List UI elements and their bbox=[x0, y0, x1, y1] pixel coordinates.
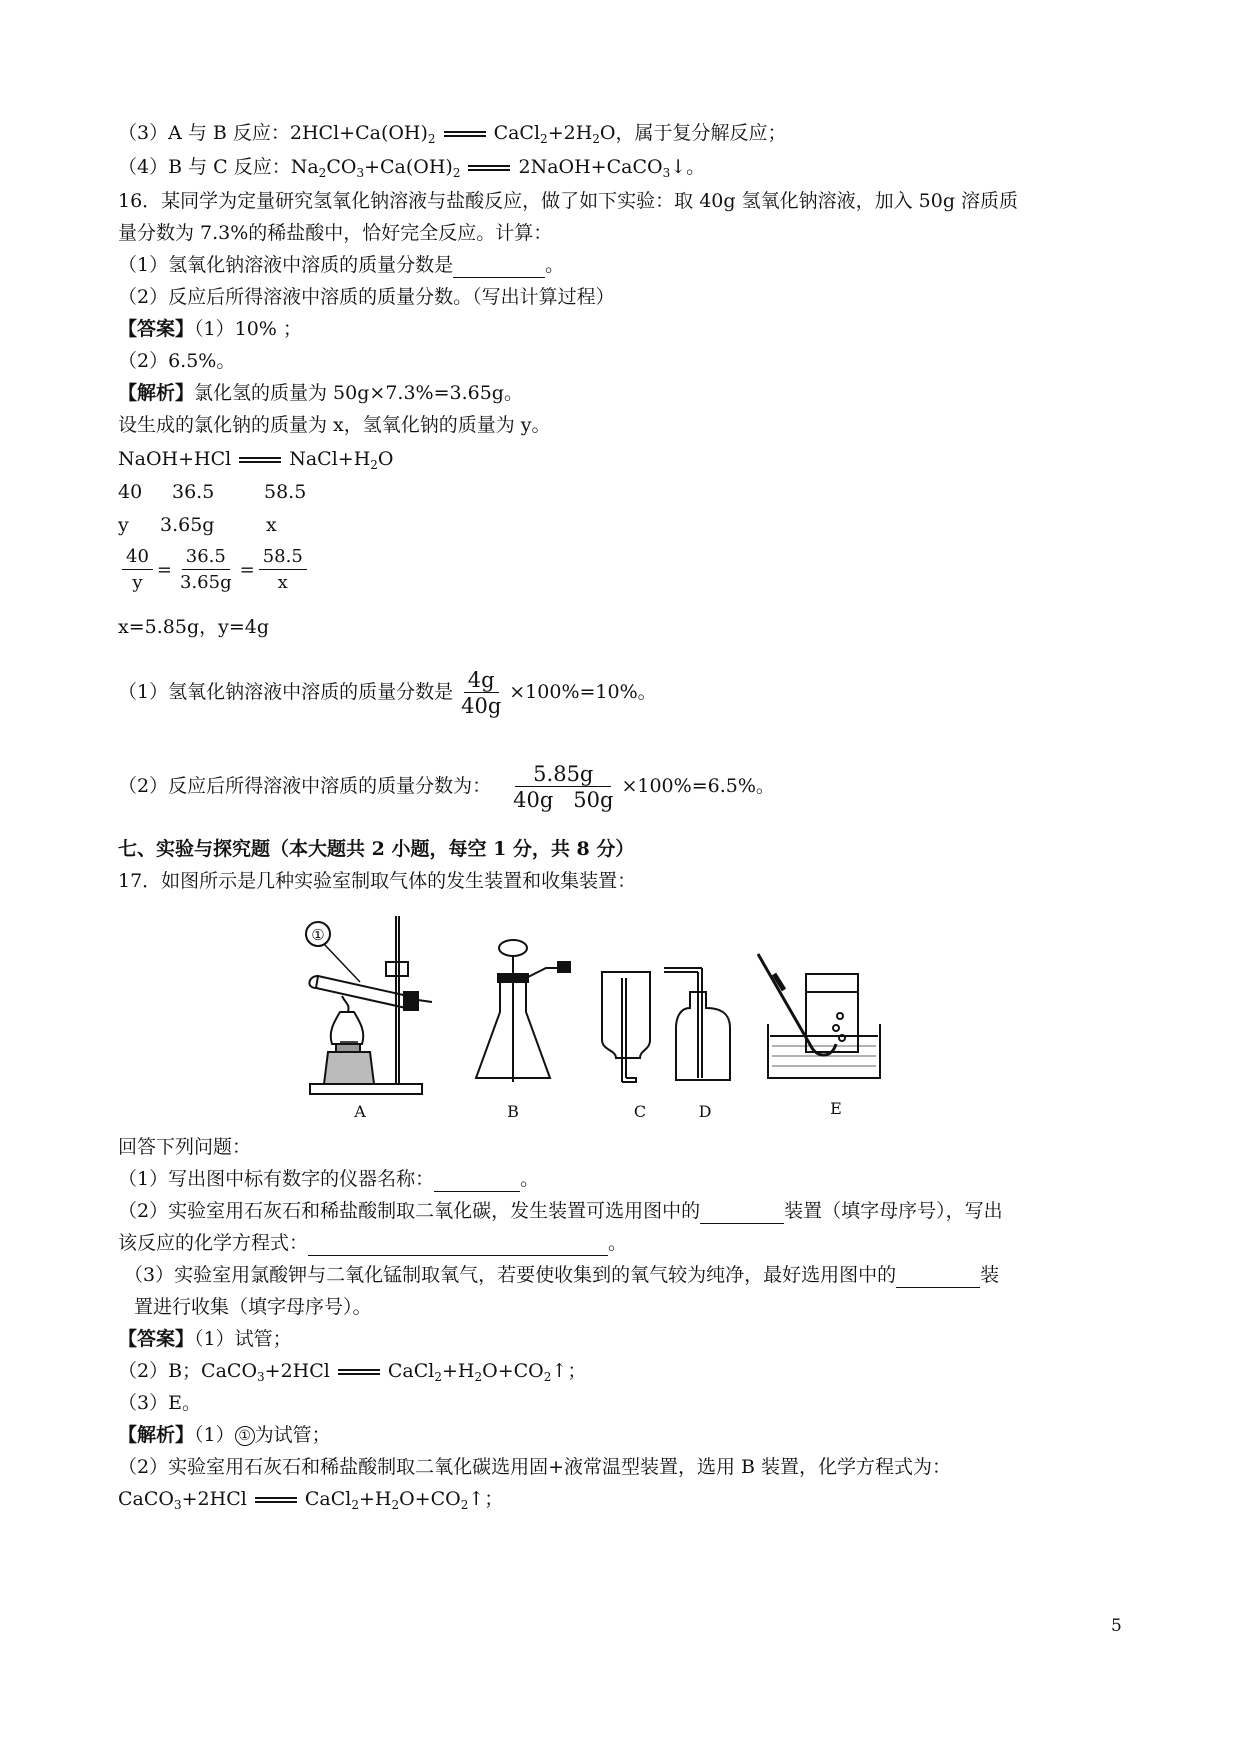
fraction: $\frac{36.5}{3.65g}$ bbox=[180, 546, 232, 593]
apparatus-circle-number: ① bbox=[311, 926, 325, 944]
figure-label-d: D bbox=[698, 1102, 712, 1121]
equals-double-line bbox=[338, 1369, 380, 1375]
question-17: 17．如图所示是几种实验室制取气体的发生装置和收集装置： bbox=[118, 870, 637, 892]
analysis-16-line-1: 【解析】氯化氢的质量为 50g×7.3%=3.65g。 bbox=[118, 382, 523, 404]
question-17-part-2-line-1: （2）实验室用石灰石和稀盐酸制取二氧化碳，发生装置可选用图中的 装置（填字母序号），写出 bbox=[118, 1200, 1003, 1222]
figure-label-e: E bbox=[830, 1099, 842, 1118]
equation-16: NaOH+HCl $NaCl+H_2O$ bbox=[118, 448, 394, 472]
question-16-part-2: （2）反应后所得溶液中溶质的质量分数。（写出计算过程） bbox=[118, 286, 615, 308]
answer-16-line-1: 【答案】（1）10% ； bbox=[118, 318, 302, 340]
figure-label-c: C bbox=[633, 1102, 647, 1121]
proportion-equation: $\frac{40}{y}$ = $\frac{36.5}{3.65g}$ = $\frac{58.5}{x}$ bbox=[118, 545, 311, 596]
fraction: $\frac{5.85g}{40g 50g}$ bbox=[513, 761, 614, 812]
answer-blank bbox=[453, 257, 545, 278]
figure-label-a: A bbox=[354, 1102, 366, 1121]
ratio-row-2: y 3.65g x bbox=[118, 514, 277, 536]
section-7-heading: 七、实验与探究题（本大题共 2 小题，每空 1 分，共 8 分） bbox=[118, 838, 635, 860]
equals-double-line bbox=[255, 1497, 297, 1503]
answer-17-line-2: （2）B；CaCO$_3$+2HCl $CaCl_2+H_2O+CO_2↑$； bbox=[118, 1360, 587, 1384]
answer-blank bbox=[434, 1171, 520, 1192]
question-17-part-1: （1）写出图中标有数字的仪器名称： 。 bbox=[118, 1168, 540, 1190]
result-2: （2）反应后所得溶液中溶质的质量分数为： $\frac{5.85g}{40g 50g}$ ×100%=6.5%。 bbox=[118, 761, 775, 812]
equals-double-line bbox=[468, 165, 510, 171]
answer-17-line-1: 【答案】（1）试管； bbox=[118, 1328, 292, 1350]
question-17-part-2-line-2: 该反应的化学方程式： 。 bbox=[118, 1232, 628, 1254]
answer-17-line-3: （3）E。 bbox=[118, 1392, 201, 1414]
fraction: $\frac{58.5}{x}$ bbox=[259, 545, 307, 596]
fraction: $\frac{40}{y}$ bbox=[122, 545, 153, 596]
fraction: $\frac{4g}{40g}$ bbox=[461, 667, 502, 718]
equals-double-line bbox=[239, 457, 281, 463]
question-17-part-3-line-1: （3）实验室用氯酸钾与二氧化锰制取氧气，若要使收集到的氧气较为纯净，最好选用图中的 装 bbox=[124, 1264, 1000, 1286]
apparatus-c bbox=[602, 972, 650, 1082]
answer-blank bbox=[700, 1203, 784, 1224]
answer-16-line-2: （2）6.5%。 bbox=[118, 350, 236, 372]
lab-apparatus-figure bbox=[300, 912, 960, 1122]
reaction-line-3: （3）A 与 B 反应：$2HCl+Ca(OH)_2$ $CaCl_2+2H_2O$，属于复分解反应； bbox=[118, 122, 787, 146]
apparatus-b bbox=[476, 940, 570, 1082]
figure-label-b: B bbox=[507, 1102, 519, 1121]
circled-number-one: ① bbox=[235, 1426, 255, 1446]
apparatus-e bbox=[758, 954, 880, 1078]
answer-prompt: 回答下列问题： bbox=[118, 1136, 252, 1158]
answer-blank bbox=[308, 1235, 608, 1256]
apparatus-a bbox=[309, 916, 432, 1094]
analysis-17-line-3: CaCO$_3$+2HCl $CaCl_2+H_2O+CO_2↑$； bbox=[118, 1488, 504, 1512]
question-17-part-3-line-2: 置进行收集（填字母序号）。 bbox=[134, 1296, 372, 1318]
apparatus-d bbox=[664, 968, 730, 1080]
result-1: （1）氢氧化钠溶液中溶质的质量分数是 $\frac{4g}{40g}$ ×100%=10%。 bbox=[118, 667, 657, 718]
equals-double-line bbox=[444, 131, 486, 137]
reaction-line-4: （4）B 与 C 反应：$Na_2CO_3+Ca(OH)_2$ 2NaOH+CaCO$_3$↓。 bbox=[118, 156, 706, 180]
answer-blank bbox=[896, 1267, 980, 1288]
analysis-17-line-1: 【解析】（1） ① 为试管； bbox=[118, 1424, 331, 1446]
question-16-line-1: 16．某同学为定量研究氢氧化钠溶液与盐酸反应，做了如下实验：取 40g 氢氧化钠溶液，加入 50g 溶质质 bbox=[118, 190, 1019, 212]
question-16-part-1: （1）氢氧化钠溶液中溶质的质量分数是 。 bbox=[118, 254, 565, 276]
solution-values: x=5.85g，y=4g bbox=[118, 616, 270, 638]
ratio-row-1: 40 36.5 58.5 bbox=[118, 481, 307, 503]
question-16-line-2: 量分数为 7.3%的稀盐酸中，恰好完全反应。计算： bbox=[118, 222, 553, 244]
analysis-16-line-2: 设生成的氯化钠的质量为 x，氢氧化钠的质量为 y。 bbox=[118, 414, 551, 436]
analysis-17-line-2: （2）实验室用石灰石和稀盐酸制取二氧化碳选用固+液常温型装置，选用 B 装置，化学方程式为： bbox=[118, 1456, 952, 1478]
page-number: 5 bbox=[1111, 1616, 1122, 1636]
